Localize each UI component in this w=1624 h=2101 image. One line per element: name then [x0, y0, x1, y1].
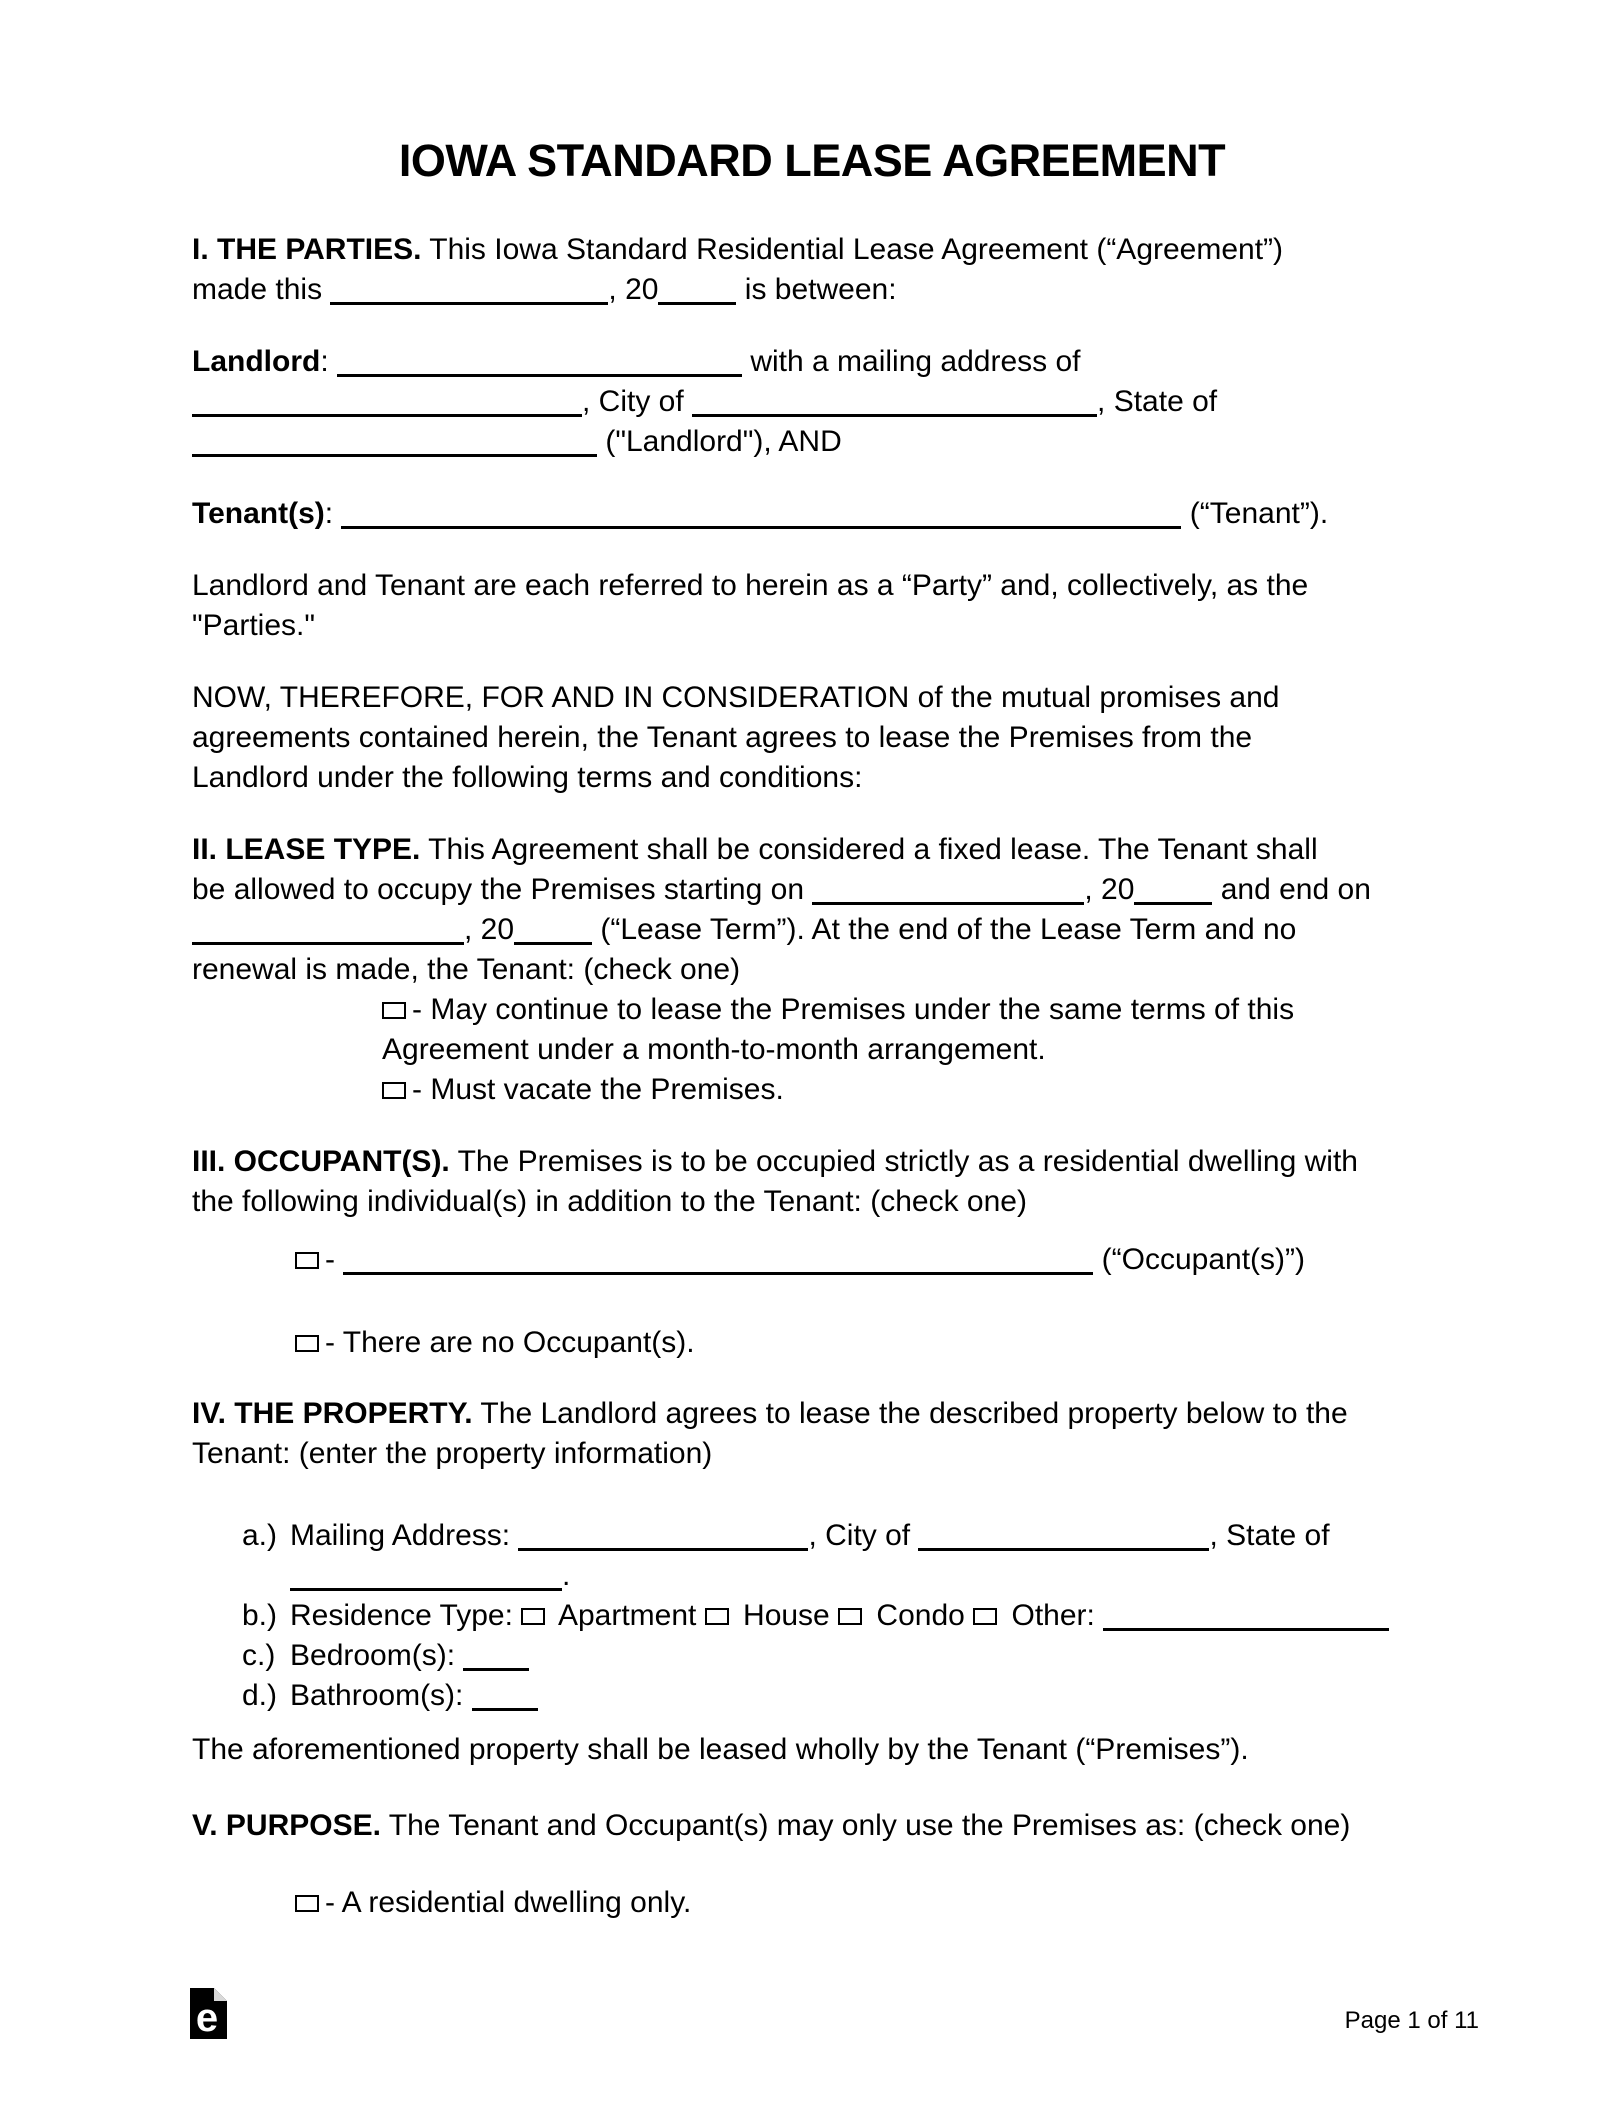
text-segment: Bedroom(s): — [290, 1639, 464, 1672]
text-segment: be allowed to occupy the Premises starting on — [192, 873, 813, 906]
text-segment: , 20 — [1084, 873, 1135, 906]
blank-agreement-day[interactable] — [330, 272, 608, 305]
checkbox-condo[interactable] — [838, 1608, 862, 1625]
eforms-logo — [190, 1988, 227, 2039]
text-segment: (“Lease Term”). At the end of the Lease Term and no — [592, 913, 1297, 946]
text-segment: ("Landlord"), AND — [597, 425, 842, 458]
text-segment: Landlord under the following terms and conditions: — [192, 761, 863, 794]
section-purpose-heading: V. PURPOSE. — [192, 1809, 381, 1842]
page-number: Page 1 of 11 — [1344, 2007, 1479, 2034]
property-item-bedrooms — [242, 1636, 1479, 1676]
property-item-bathrooms — [242, 1676, 1479, 1716]
blank-lease-end-date[interactable] — [192, 912, 464, 945]
blank-lease-end-year[interactable] — [514, 912, 592, 945]
blank-landlord-name[interactable] — [337, 344, 742, 377]
tenant-label: Tenant(s) — [192, 497, 325, 530]
text-segment: "Parties." — [192, 609, 316, 642]
blank-bedrooms[interactable] — [463, 1638, 529, 1671]
text-segment: , State of — [1209, 1519, 1330, 1552]
blank-property-address[interactable] — [518, 1518, 808, 1551]
blank-occupant-names[interactable] — [343, 1242, 1093, 1275]
blank-lease-start-year[interactable] — [1134, 872, 1212, 905]
text-segment: (“Occupant(s)”) — [1093, 1243, 1306, 1276]
text-segment: made this — [192, 273, 331, 306]
text-segment: The Tenant and Occupant(s) may only use the Premises as: (check one) — [380, 1809, 1351, 1842]
section-purpose — [192, 1806, 1479, 1846]
blank-property-city[interactable] — [918, 1518, 1209, 1551]
section-the-property-heading: IV. THE PROPERTY. — [192, 1397, 473, 1430]
text-segment: Residence Type: — [290, 1599, 522, 1632]
section-the-property — [192, 1394, 1479, 1474]
text-segment: The aforementioned property shall be leased wholly by the Tenant (“Premises”). — [192, 1733, 1249, 1766]
premises-note — [192, 1730, 1479, 1770]
blank-landlord-state[interactable] — [192, 424, 597, 457]
text-segment: the following individual(s) in addition to the Tenant: (check one) — [192, 1185, 1027, 1218]
section-lease-type — [192, 830, 1479, 990]
checkbox-apartment[interactable] — [521, 1608, 545, 1625]
text-segment: Bathroom(s): — [290, 1679, 472, 1712]
blank-lease-start-date[interactable] — [812, 872, 1084, 905]
text-segment: , City of — [582, 385, 693, 418]
text-segment: Agreement under a month-to-month arrangement. — [382, 1033, 1046, 1066]
checkbox-residential-dwelling[interactable] — [295, 1895, 319, 1912]
blank-agreement-year[interactable] — [658, 272, 736, 305]
text-segment: : — [324, 497, 342, 530]
landlord-paragraph — [192, 342, 1479, 462]
logo-letter: e — [195, 1996, 219, 2039]
text-segment: agreements contained herein, the Tenant agrees to lease the Premises from the — [192, 721, 1253, 754]
text-segment: with a mailing address of — [742, 345, 1081, 378]
checkbox-other[interactable] — [973, 1608, 997, 1625]
text-segment: . — [562, 1559, 571, 1592]
property-item-mailing-address — [242, 1516, 1479, 1596]
tenant-paragraph — [192, 494, 1479, 534]
text-segment: House — [734, 1599, 839, 1632]
blank-bathrooms[interactable] — [472, 1678, 538, 1711]
parties-reference-paragraph — [192, 566, 1479, 646]
text-segment: - May continue to lease the Premises under the same terms of this — [412, 993, 1295, 1026]
blank-property-state[interactable] — [290, 1558, 562, 1591]
consideration-paragraph — [192, 678, 1479, 798]
text-segment: This Agreement shall be considered a fixed lease. The Tenant shall — [420, 833, 1318, 866]
occupants-option-listed — [295, 1240, 1479, 1280]
text-segment: : — [320, 345, 337, 378]
text-segment: Mailing Address: — [290, 1519, 519, 1552]
text-segment: and end on — [1212, 873, 1371, 906]
blank-residence-other[interactable] — [1103, 1598, 1389, 1631]
checkbox-month-to-month[interactable] — [382, 1002, 406, 1019]
section-the-parties — [192, 230, 1479, 310]
text-segment: (“Tenant”). — [1181, 497, 1329, 530]
text-segment: - There are no Occupant(s). — [325, 1326, 695, 1359]
checkbox-house[interactable] — [705, 1608, 729, 1625]
checkbox-must-vacate[interactable] — [382, 1082, 406, 1099]
list-marker: b.) — [242, 1599, 278, 1632]
text-segment: Apartment — [551, 1599, 705, 1632]
section-occupants — [192, 1142, 1479, 1222]
text-segment: Other: — [1003, 1599, 1104, 1632]
text-segment: - — [325, 1243, 344, 1276]
text-segment: The Premises is to be occupied strictly as a residential dwelling with — [449, 1145, 1358, 1178]
text-segment: renewal is made, the Tenant: (check one) — [192, 953, 741, 986]
occupants-option-none — [295, 1323, 1479, 1363]
list-marker: c.) — [242, 1639, 276, 1672]
text-segment: , 20 — [464, 913, 515, 946]
property-item-residence-type — [242, 1596, 1479, 1636]
purpose-option-residential — [295, 1883, 1479, 1923]
text-segment: , State of — [1097, 385, 1218, 418]
landlord-label: Landlord — [192, 345, 321, 378]
section-lease-type-heading: II. LEASE TYPE. — [192, 833, 421, 866]
lease-end-option-vacate — [382, 1070, 1479, 1110]
text-segment: This Iowa Standard Residential Lease Agreement (“Agreement”) — [421, 233, 1284, 266]
blank-landlord-city[interactable] — [692, 384, 1097, 417]
text-segment: NOW, THEREFORE, FOR AND IN CONSIDERATION of the mutual promises and — [192, 681, 1280, 714]
blank-landlord-address[interactable] — [192, 384, 582, 417]
lease-end-option-continue — [382, 990, 1479, 1070]
blank-tenant-names[interactable] — [341, 496, 1181, 529]
text-segment: is between: — [736, 273, 897, 306]
document-title: IOWA STANDARD LEASE AGREEMENT — [398, 135, 1226, 186]
text-segment: - Must vacate the Premises. — [412, 1073, 784, 1106]
list-marker: a.) — [242, 1519, 278, 1552]
section-occupants-heading: III. OCCUPANT(S). — [192, 1145, 450, 1178]
text-segment: - A residential dwelling only. — [325, 1886, 692, 1919]
text-segment: Landlord and Tenant are each referred to herein as a “Party” and, collectively, as the — [192, 569, 1309, 602]
checkbox-no-occupants[interactable] — [295, 1335, 319, 1352]
checkbox-occupants-listed[interactable] — [295, 1252, 319, 1269]
text-segment: Condo — [868, 1599, 974, 1632]
text-segment: The Landlord agrees to lease the described property below to the — [472, 1397, 1348, 1430]
text-segment: , City of — [808, 1519, 919, 1552]
text-segment: , 20 — [608, 273, 659, 306]
text-segment: Tenant: (enter the property information) — [192, 1437, 713, 1470]
list-marker: d.) — [242, 1679, 278, 1712]
section-the-parties-heading: I. THE PARTIES. — [192, 233, 422, 266]
